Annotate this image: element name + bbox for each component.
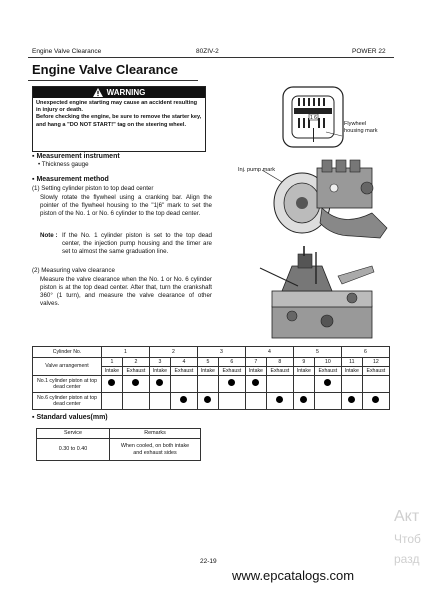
watermark-line-3: разд (394, 552, 420, 566)
step2-title: (2) Measuring valve clearance (32, 267, 115, 274)
instrument-item-text: Thickness gauge (41, 161, 89, 168)
valve-type: Exhaust (218, 367, 245, 376)
check-dot-icon (204, 396, 211, 403)
step2-text: Measure the valve clearance when the No. 1 or No. 6 cylinder piston is at the top dead center. After that, turn the crankshaft 360° (1 turn), and measure the valve clearance of other valves. (40, 276, 212, 308)
instrument-heading: ▪ Measurement instrument (32, 153, 120, 160)
valve-check-cell (314, 376, 341, 393)
website-link[interactable]: www.epcatalogs.com (232, 568, 355, 583)
valve-check-cell (122, 376, 149, 393)
check-dot-icon (108, 379, 115, 386)
row-no6 (33, 393, 390, 410)
valve-number: 6 (218, 358, 245, 367)
valve-type: Intake (341, 367, 362, 376)
check-dot-icon (276, 396, 283, 403)
header-left: Engine Valve Clearance (32, 48, 102, 55)
note-text: If the No. 1 cylinder piston is set to the top dead center, the injection pump housing and the timer are set to almost the same graduation line. (62, 232, 212, 256)
cylinder-row (33, 347, 390, 358)
check-dot-icon (348, 396, 355, 403)
service-value: 0.30 to 0.40 (37, 439, 110, 461)
header-center: 80ZIV-2 (196, 48, 219, 55)
valve-type: Exhaust (170, 367, 197, 376)
watermark-line-1: Акт (394, 508, 420, 525)
valve-number: 4 (170, 358, 197, 367)
valve-check-cell (245, 376, 266, 393)
page-number: 22-19 (200, 558, 217, 565)
valve-type: Intake (245, 367, 266, 376)
valve-type: Exhaust (122, 367, 149, 376)
valve-number: 3 (149, 358, 170, 367)
remarks-value: When cooled, on both intake and exhaust sides (110, 439, 201, 461)
valve-number: 9 (293, 358, 314, 367)
flywheel-housing-figure (282, 86, 344, 148)
standard-values-table (36, 428, 201, 461)
valve-check-cell (266, 376, 293, 393)
standard-values-heading: ▪ Standard values(mm) (32, 414, 108, 421)
flywheel-mark-text: 1 6 (310, 115, 317, 121)
valve-check-cell (293, 376, 314, 393)
instrument-item: • Thickness gauge (38, 161, 89, 168)
warning-triangle-icon (93, 88, 103, 97)
valve-arrangement-label: Valve arrangement (33, 358, 102, 376)
valve-number: 2 (122, 358, 149, 367)
row-no1 (33, 376, 390, 393)
valve-number-row (33, 358, 390, 367)
method-heading: ▪ Measurement method (32, 176, 109, 183)
note-label: Note : (40, 232, 58, 239)
valve-type: Exhaust (362, 367, 389, 376)
warning-body: Unexpected engine starting may cause an accident resulting in injury or death. Before checking the engine, be sure to remove the starter key, and hang a "DO NOT START!" tag on the steering wheel. (36, 100, 202, 128)
valve-check-cell (341, 393, 362, 410)
valve-type: Intake (197, 367, 218, 376)
cylinder-number: 2 (149, 347, 197, 358)
valve-check-cell (245, 393, 266, 410)
instrument-heading-text: Measurement instrument (36, 153, 120, 160)
valve-check-cell (362, 376, 389, 393)
cylinder-number: 5 (293, 347, 341, 358)
valve-number: 5 (197, 358, 218, 367)
header-rule (28, 57, 394, 58)
check-dot-icon (252, 379, 259, 386)
valve-check-cell (341, 376, 362, 393)
valve-check-cell (218, 376, 245, 393)
title-rule (28, 80, 198, 81)
service-header: Service (37, 429, 110, 439)
valve-check-cell (218, 393, 245, 410)
valve-measurement-figure (252, 246, 382, 341)
valve-check-cell (197, 376, 218, 393)
valve-check-cell (170, 376, 197, 393)
cylinder-number: 4 (245, 347, 293, 358)
check-dot-icon (180, 396, 187, 403)
cylinder-number: 3 (197, 347, 245, 358)
valve-check-cell (293, 393, 314, 410)
valve-number: 1 (102, 358, 123, 367)
step1-text: Slowly rotate the flywheel using a cranking bar. Align the pointer of the flywheel housing to the "1|6" mark to set the piston of the No. 1 or No. 6 cylinder to the top dead center. (40, 194, 212, 218)
warning-box (32, 86, 206, 152)
check-dot-icon (300, 396, 307, 403)
valve-number: 8 (266, 358, 293, 367)
valve-number: 7 (245, 358, 266, 367)
standard-values-heading-text: Standard values(mm) (36, 414, 108, 421)
injection-pump-figure (262, 158, 392, 240)
valve-type: Intake (149, 367, 170, 376)
step1-title: (1) Setting cylinder piston to top dead center (32, 185, 154, 192)
cylinder-number: 1 (102, 347, 150, 358)
check-dot-icon (132, 379, 139, 386)
remarks-header: Remarks (110, 429, 201, 439)
warning-label: WARNING (106, 88, 146, 97)
cylinder-label: Cylinder No. (33, 347, 102, 358)
valve-number: 12 (362, 358, 389, 367)
check-dot-icon (324, 379, 331, 386)
valve-type: Exhaust (266, 367, 293, 376)
row-no6-label: No.6 cylinder piston at top dead center (33, 393, 102, 410)
cylinder-number: 6 (341, 347, 389, 358)
warning-text (33, 98, 205, 131)
valve-number: 11 (341, 358, 362, 367)
check-dot-icon (372, 396, 379, 403)
header-right: POWER 22 (352, 48, 386, 55)
valve-check-cell (102, 376, 123, 393)
valve-check-cell (197, 393, 218, 410)
cylinder-valve-table (32, 346, 390, 410)
check-dot-icon (228, 379, 235, 386)
valve-check-cell (314, 393, 341, 410)
valve-type: Exhaust (314, 367, 341, 376)
valve-check-cell (122, 393, 149, 410)
valve-check-cell (149, 393, 170, 410)
method-heading-text: Measurement method (36, 176, 109, 183)
valve-check-cell (170, 393, 197, 410)
valve-check-cell (266, 393, 293, 410)
valve-type: Intake (293, 367, 314, 376)
valve-type: Intake (102, 367, 123, 376)
warning-bar (33, 87, 205, 98)
inj-pump-label: Inj. pump mark (238, 167, 275, 173)
valve-check-cell (149, 376, 170, 393)
valve-check-cell (362, 393, 389, 410)
page-title: Engine Valve Clearance (32, 62, 178, 77)
valve-number: 10 (314, 358, 341, 367)
watermark-line-2: Чтоб (394, 532, 421, 546)
check-dot-icon (156, 379, 163, 386)
flywheel-label: Flywheel housing mark (344, 121, 378, 134)
row-no1-label: No.1 cylinder piston at top dead center (33, 376, 102, 393)
valve-check-cell (102, 393, 123, 410)
